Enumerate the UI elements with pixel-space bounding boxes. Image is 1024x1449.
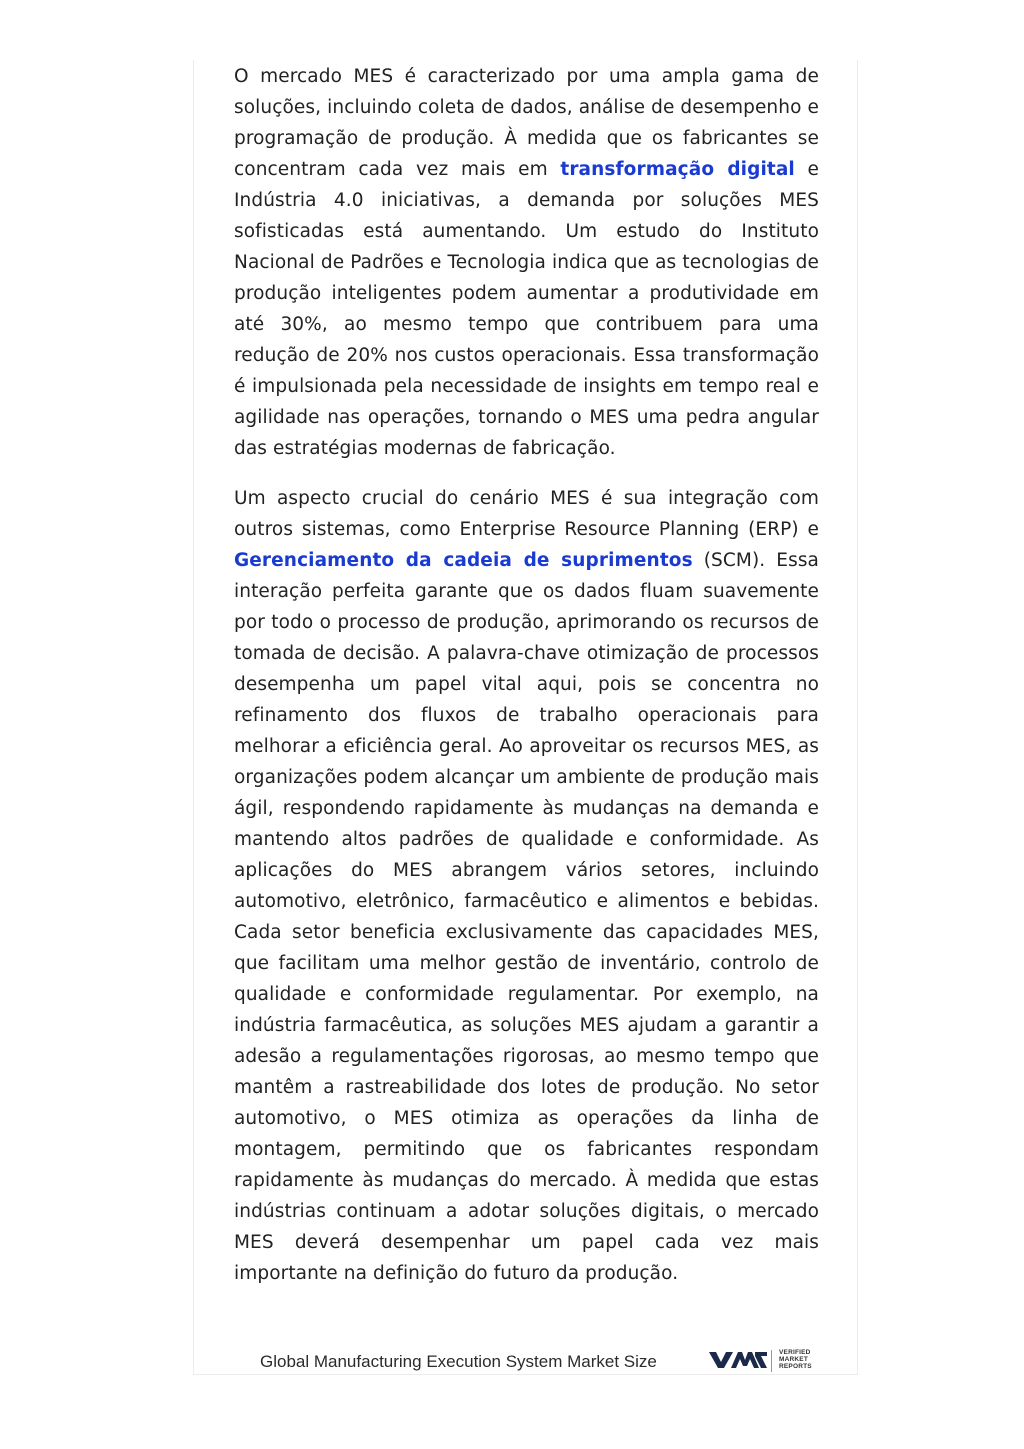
paragraph-2-text-before: Um aspecto crucial do cenário MES é sua integração com outros sistemas, como Enterprise Resource Planning (ERP) e	[234, 488, 819, 540]
article-card	[193, 60, 858, 1375]
logo-line-2: MARKET	[779, 1356, 809, 1363]
logo-wordmark	[779, 1349, 812, 1370]
paragraph-2-text-after: (SCM). Essa interação perfeita garante que os dados fluam suavemente por todo o processo de produção, aprimorando os recursos de tomada de decisão. A palavra-chave otimização de processos desempenha um papel vital aqui, pois se concentra no refinamento dos fluxos de trabalho operacionais para melhorar a eficiência geral. Ao aproveitar os recursos MES, as organizações podem alcançar um ambiente de produção mais ágil, respondendo rapidamente às mudanças na demanda e mantendo altos padrões de qualidade e conformidade. As aplicações do MES abrangem vários setores, incluindo automotivo, eletrônico, farmacêutico e alimentos e bebidas. Cada setor beneficia exclusivamente das capacidades MES, que facilitam uma melhor gestão de inventário, controlo de qualidade e conformidade regulamentar. Por exemplo, na indústria farmacêutica, as soluções MES ajudam a garantir a adesão a regulamentações rigorosas, ao mesmo tempo que mantêm a rastreabilidade dos lotes de produção. No setor automotivo, o MES otimiza as operações da linha de montagem, permitindo que os fabricantes respondam rapidamente às mudanças do mercado. À medida que estas indústrias continuam a adotar soluções digitais, o mercado MES deverá desempenhar um papel cada vez mais importante na definição do futuro da produção.	[234, 550, 819, 1284]
vmr-logo-mark-icon	[709, 1348, 767, 1370]
paragraph-1	[234, 61, 819, 464]
logo-line-1: VERIFIED	[779, 1349, 811, 1356]
link-transformacao-digital[interactable]: transformação digital	[560, 159, 795, 180]
verified-market-reports-logo	[709, 1348, 814, 1374]
paragraph-1-text-before: O mercado MES é caracterizado por uma ampla gama de soluções, incluindo coleta de dados, análise de desempenho e programação de produção. À medida que os fabricantes se concentram cada vez mais em	[234, 66, 819, 180]
article-body	[234, 61, 819, 1308]
link-gerenciamento-cadeia-suprimentos[interactable]: Gerenciamento da cadeia de suprimentos	[234, 550, 693, 571]
paragraph-1-text-after: e Indústria 4.0 iniciativas, a demanda por soluções MES sofisticadas está aumentando. Um estudo do Instituto Nacional de Padrões e Tecnologia indica que as tecnologias de produção inteligentes podem aumentar a produtividade em até 30%, ao mesmo tempo que contribuem para uma redução de 20% nos custos operacionais. Essa transformação é impulsionada pela necessidade de insights em tempo real e agilidade nas operações, tornando o MES uma pedra angular das estratégias modernas de fabricação.	[234, 159, 819, 459]
market-size-figure	[234, 1340, 819, 1374]
paragraph-2	[234, 483, 819, 1289]
logo-divider	[771, 1350, 772, 1372]
figure-title: Global Manufacturing Execution System Market Size	[260, 1352, 657, 1371]
logo-line-3: REPORTS	[779, 1363, 812, 1370]
